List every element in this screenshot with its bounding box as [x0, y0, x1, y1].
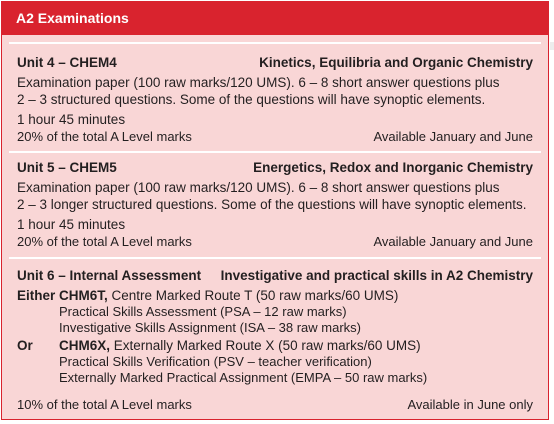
unit-5-desc-line1: Examination paper (100 raw marks/120 UMS). 6 – 8 short answer questions plus: [17, 180, 500, 195]
unit-5-footer: [17, 233, 533, 250]
route-x: [17, 338, 533, 354]
unit-5-section: [9, 153, 541, 259]
unit-4-section: [9, 42, 541, 153]
unit-5-topic: Energetics, Redox and Inorganic Chemistry: [253, 160, 533, 175]
route-x-code: CHM6X,: [59, 338, 111, 353]
unit-5-weight: 20% of the total A Level marks: [17, 234, 192, 249]
a2-examinations-panel: [1, 1, 549, 420]
either-label: Either: [17, 288, 56, 303]
unit-5-desc-line2: 2 – 3 longer structured questions. Some of the questions will have synoptic elements.: [17, 197, 527, 212]
or-label: Or: [17, 338, 33, 353]
unit-6-section: [9, 259, 541, 417]
unit-5-availability: Available January and June: [373, 234, 533, 249]
unit-4-footer: [17, 128, 533, 145]
unit-4-code: Unit 4 – CHEM4: [17, 55, 117, 70]
unit-5-heading: [17, 159, 533, 176]
unit-4-duration: 1 hour 45 minutes: [17, 112, 126, 127]
unit-4-desc-line1: Examination paper (100 raw marks/120 UMS). 6 – 8 short answer questions plus: [17, 75, 500, 90]
unit-4-desc-line2: 2 – 3 structured questions. Some of the questions will have synoptic elements.: [17, 92, 486, 107]
route-x-item: Externally Marked Practical Assignment (EMPA – 50 raw marks): [59, 370, 428, 385]
route-t-item: Investigative Skills Assignment (ISA – 38 raw marks): [59, 320, 362, 335]
unit-4-weight: 20% of the total A Level marks: [17, 129, 192, 144]
route-t-item: Practical Skills Assessment (PSA – 12 raw marks): [59, 304, 347, 319]
unit-5-code: Unit 5 – CHEM5: [17, 160, 117, 175]
unit-6-topic: Investigative and practical skills in A2 Chemistry: [220, 268, 533, 283]
unit-6-code: Unit 6 – Internal Assessment: [17, 268, 202, 283]
scrollbar-stub: [550, 42, 554, 50]
unit-6-availability: Available in June only: [407, 397, 533, 412]
unit-4-heading: [17, 54, 533, 71]
unit-4-topic: Kinetics, Equilibria and Organic Chemistry: [259, 55, 533, 70]
panel-title: A2 Examinations: [2, 2, 548, 35]
route-t-text: Centre Marked Route T (50 raw marks/60 UMS): [107, 288, 399, 303]
route-t-code: CHM6T,: [59, 288, 108, 303]
unit-6-heading: [17, 267, 533, 284]
route-x-item: Practical Skills Verification (PSV – teacher verification): [59, 354, 372, 369]
route-x-text: Externally Marked Route X (50 raw marks/60 UMS): [110, 338, 421, 353]
unit-5-duration: 1 hour 45 minutes: [17, 217, 126, 232]
route-t: [17, 288, 533, 304]
unit-6-weight: 10% of the total A Level marks: [17, 397, 192, 412]
unit-4-availability: Available January and June: [373, 129, 533, 144]
unit-6-footer: [17, 396, 533, 413]
